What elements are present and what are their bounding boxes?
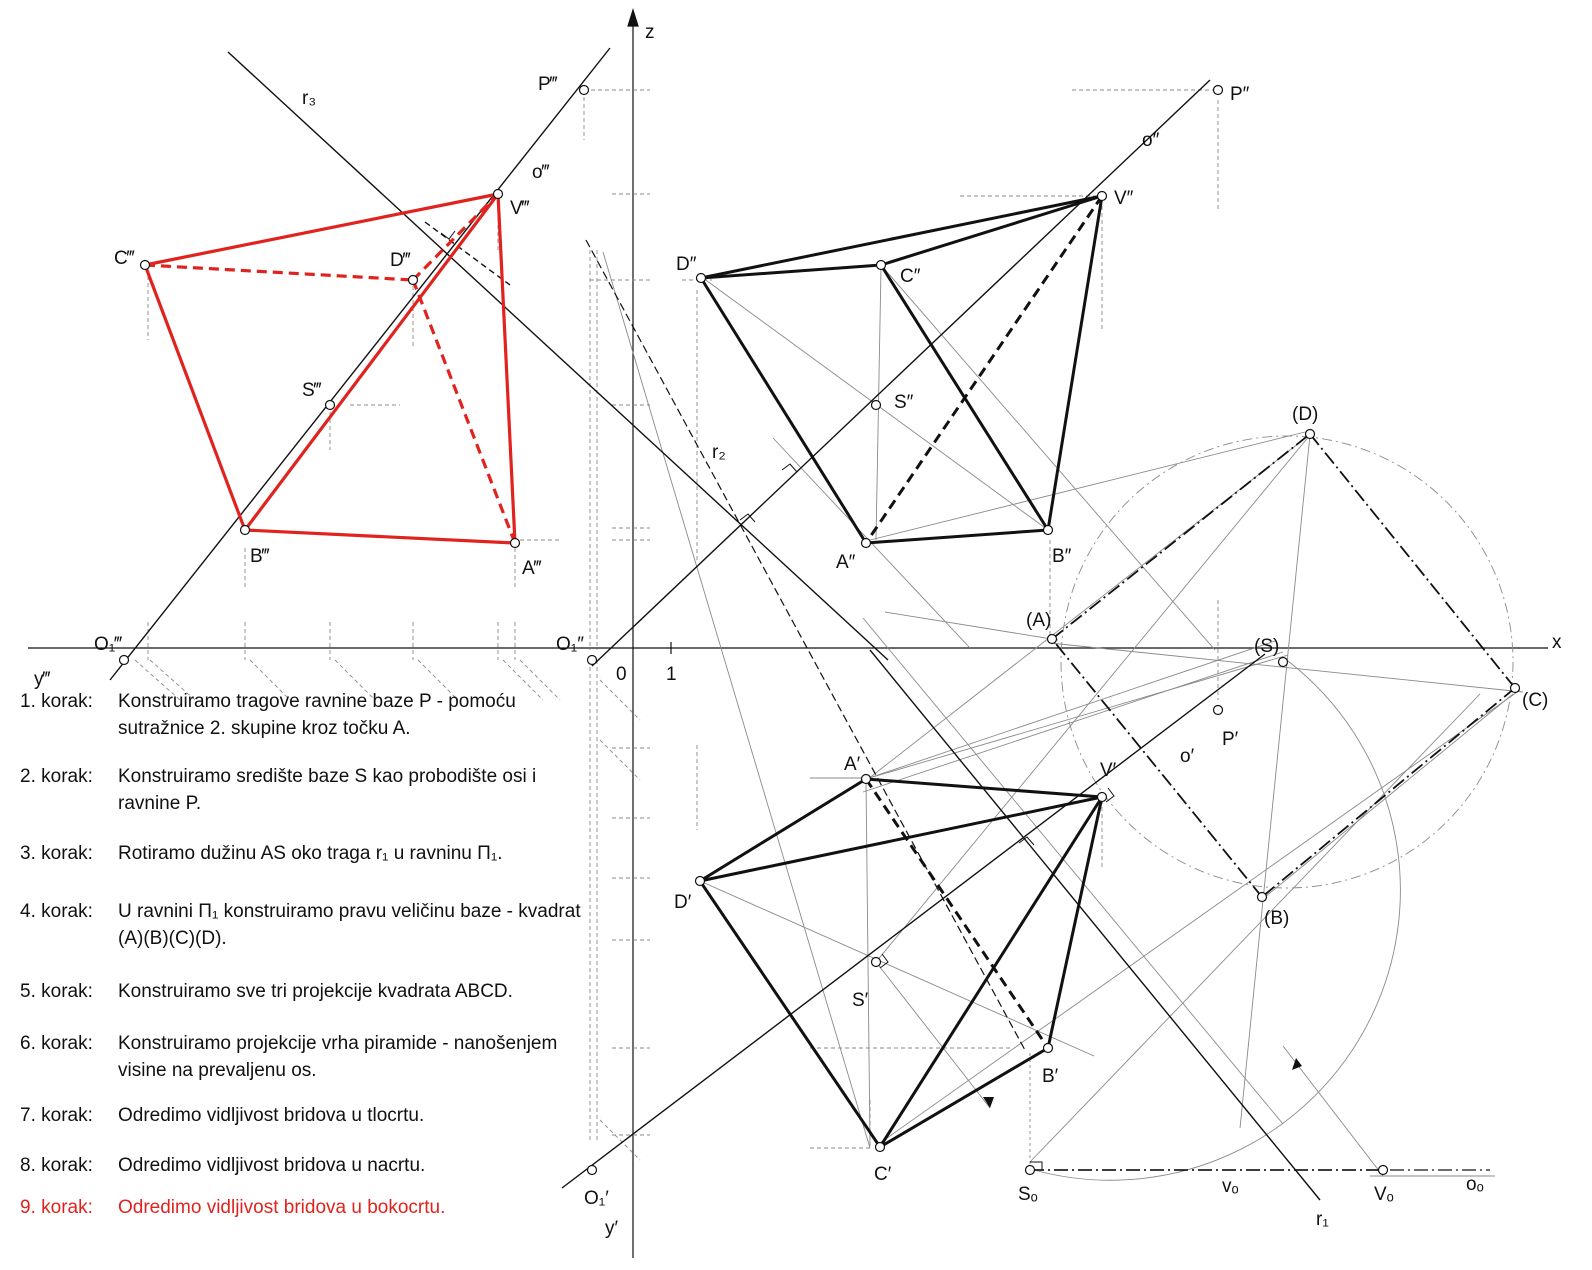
label-V0: Vₒ	[1374, 1184, 1394, 1205]
step-number: 4. korak:	[20, 901, 93, 922]
label-D1: D′	[674, 892, 692, 913]
step-text: Konstruiramo tragove ravnine baze P - pomoću sutražnice 2. skupine kroz točku A.	[118, 691, 516, 739]
label-r2: r₂	[712, 442, 726, 463]
label-P3: P‴	[538, 74, 558, 95]
construction-lines	[603, 252, 1523, 1176]
label-C3: C‴	[114, 248, 135, 269]
label-DR: (D)	[1292, 404, 1319, 425]
label-O1-2: O₁″	[556, 634, 584, 655]
r3-line	[228, 52, 888, 660]
step-text: Odredimo vidljivost bridova u tlocrtu.	[118, 1105, 425, 1126]
label-S2: S″	[894, 392, 914, 413]
step-number: 2. korak:	[20, 766, 93, 787]
step-text: Konstruiramo projekcije vrha piramide - nanošenjem visine na prevaljenu os.	[118, 1033, 558, 1081]
label-S1: S′	[852, 990, 869, 1011]
label-C2: C″	[900, 266, 921, 287]
step-1	[20, 688, 588, 742]
label-D2: D″	[676, 254, 697, 275]
step-2	[20, 763, 588, 817]
top-view-pyramid	[700, 779, 1102, 1147]
label-D3: D‴	[390, 250, 411, 271]
step-3	[20, 840, 588, 867]
construction-circles	[1034, 436, 1513, 1180]
label-o1: o′	[1180, 746, 1195, 767]
points	[120, 86, 1520, 1175]
step-text: Konstruiramo središte baze S kao probodište osi i ravnine P.	[118, 766, 537, 814]
label-B1: B′	[1042, 1066, 1059, 1087]
step-number: 3. korak:	[20, 843, 93, 864]
label-C1: C′	[874, 1164, 892, 1185]
label-zero: 0	[616, 664, 627, 685]
z-arrow	[628, 10, 638, 26]
label-y1: y′	[605, 1218, 619, 1239]
side-view-pyramid	[145, 194, 515, 543]
label-one: 1	[666, 664, 677, 685]
label-O1-3: O₁‴	[94, 634, 122, 655]
label-A3: A‴	[522, 558, 542, 579]
step-5	[20, 978, 588, 1005]
label-S0: Sₒ	[1018, 1184, 1038, 1205]
arc-arrows	[983, 1058, 1302, 1108]
label-P1: P′	[1222, 729, 1239, 750]
label-SR: (S)	[1254, 636, 1280, 657]
label-V1: V′	[1100, 760, 1117, 781]
label-A2: A″	[836, 552, 856, 573]
label-o0: oₒ	[1466, 1174, 1484, 1195]
label-y3: y‴	[34, 669, 51, 690]
step-8	[20, 1152, 588, 1179]
step-text: Odredimo vidljivost bridova u bokocrtu.	[118, 1197, 446, 1218]
label-V2: V″	[1114, 188, 1134, 209]
front-view-pyramid	[701, 196, 1102, 543]
label-v0: vₒ	[1222, 1176, 1239, 1197]
o3-line	[110, 48, 610, 680]
step-text: Odredimo vidljivost bridova u nacrtu.	[118, 1155, 426, 1176]
step-number: 1. korak:	[20, 691, 93, 712]
step-4	[20, 898, 588, 952]
label-A1: A′	[844, 754, 861, 775]
step-9	[20, 1194, 588, 1221]
label-r1: r₁	[1316, 1209, 1329, 1230]
step-number: 8. korak:	[20, 1155, 93, 1176]
step-number: 6. korak:	[20, 1033, 93, 1054]
label-CR: (C)	[1522, 690, 1549, 711]
label-x: x	[1552, 632, 1562, 653]
r1-line	[870, 650, 1320, 1200]
label-BR: (B)	[1264, 908, 1290, 929]
label-O1-1: O₁′	[584, 1188, 609, 1209]
o1-line	[562, 654, 1265, 1188]
rotation-arc	[1034, 661, 1400, 1180]
step-text: Rotiramo dužinu AS oko traga r₁ u ravninu Π₁.	[118, 843, 503, 864]
step-text: U ravnini Π₁ konstruiramo pravu veličinu baze - kvadrat (A)(B)(C)(D).	[118, 901, 581, 949]
label-o3: o‴	[532, 162, 550, 183]
step-number: 9. korak:	[20, 1197, 93, 1218]
label-B3: B‴	[250, 546, 270, 567]
step-text: Konstruiramo sve tri projekcije kvadrata ABCD.	[118, 981, 513, 1002]
step-number: 7. korak:	[20, 1105, 93, 1126]
o2-line	[592, 80, 1210, 666]
label-P2: P″	[1230, 84, 1250, 105]
label-B2: B″	[1052, 546, 1072, 567]
label-S3: S‴	[302, 380, 322, 401]
label-z: z	[645, 22, 655, 43]
label-AR: (A)	[1026, 610, 1052, 631]
step-6	[20, 1030, 588, 1084]
step-number: 5. korak:	[20, 981, 93, 1002]
label-r3: r₃	[302, 88, 317, 109]
label-V3: V‴	[510, 198, 530, 219]
step-7	[20, 1102, 588, 1129]
label-o2: o″	[1142, 130, 1160, 151]
r2-line	[586, 240, 1026, 1052]
